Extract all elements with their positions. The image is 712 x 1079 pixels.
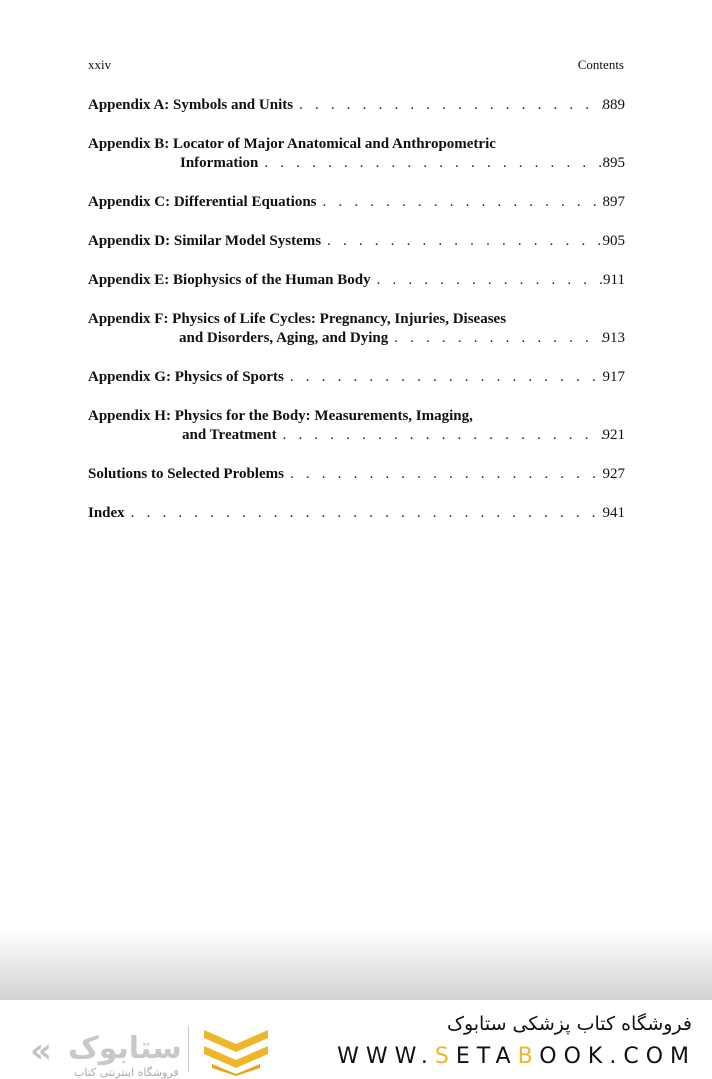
stacked-chevron-icon (202, 1024, 270, 1076)
dot-leader (371, 271, 603, 290)
url-part: ETA (455, 1044, 518, 1069)
toc-entry-page: 913 (602, 330, 625, 346)
dot-leader (284, 368, 603, 387)
dot-leader (321, 232, 602, 251)
url-part: OOK.COM (539, 1044, 696, 1069)
url-accent-letter: S (434, 1044, 456, 1069)
toc-entry-title: Appendix C: Differential Equations (88, 194, 317, 210)
logo-tagline: فروشگاه اینترنتی کتاب (74, 1066, 179, 1079)
toc-entry-appendix-c[interactable] (88, 193, 625, 212)
toc-entry-title: Appendix F: Physics of Life Cycles: Pregnancy, Injuries, Diseases (88, 311, 507, 327)
double-chevron-icon: « (30, 1031, 52, 1071)
toc-entry-title: Appendix D: Similar Model Systems (88, 233, 322, 249)
toc-entry-page: 917 (602, 369, 625, 385)
setabook-logo[interactable] (30, 1014, 280, 1079)
toc-entry-title: Solutions to Selected Problems (88, 466, 284, 482)
toc-entry-page: 895 (602, 155, 625, 171)
url-part: WWW. (337, 1044, 435, 1069)
toc-entry-appendix-e[interactable] (88, 271, 625, 290)
store-url[interactable] (337, 1044, 696, 1069)
toc-entry-appendix-d[interactable] (88, 232, 625, 251)
toc-entry-page: 921 (602, 427, 625, 443)
toc-entry-appendix-a[interactable] (88, 96, 625, 115)
toc-entry-title: Appendix H: Physics for the Body: Measurements, Imaging, (88, 408, 473, 424)
toc-entry-page: 905 (602, 233, 625, 249)
logo-wordmark: ستابوک (68, 1031, 182, 1066)
toc-entry-appendix-b[interactable] (88, 135, 625, 173)
toc-entry-title: Appendix E: Biophysics of the Human Body (88, 272, 371, 288)
url-accent-letter: B (517, 1044, 540, 1069)
dot-leader (125, 504, 603, 523)
toc-entry-page: 927 (602, 466, 625, 482)
dot-leader (388, 329, 602, 348)
toc-entry-appendix-g[interactable] (88, 368, 625, 387)
toc-entry-title: Appendix B: Locator of Major Anatomical and Anthropometric (88, 136, 496, 152)
dot-leader (258, 154, 602, 173)
toc-entry-page: 911 (603, 272, 625, 288)
running-head (88, 57, 624, 73)
page-bottom-shadow (0, 930, 712, 1000)
toc-entry-appendix-f[interactable] (88, 310, 625, 348)
logo-divider (188, 1026, 189, 1072)
toc-entry-title: Appendix A: Symbols and Units (88, 97, 294, 113)
dot-leader (293, 96, 602, 115)
toc-entry-title-continued: and Treatment (182, 427, 277, 443)
toc-entry-page: 941 (602, 505, 625, 521)
toc-entry-appendix-h[interactable] (88, 407, 625, 445)
watermark-footer (0, 1000, 712, 1079)
toc-entry-title-continued: and Disorders, Aging, and Dying (179, 330, 389, 346)
dot-leader (317, 193, 603, 212)
toc-entry-index[interactable] (88, 504, 625, 523)
dot-leader (284, 465, 603, 484)
toc-entry-title-continued: Information (180, 155, 259, 171)
toc-entry-page: 889 (602, 97, 625, 113)
page-number-roman: xxiv (88, 57, 112, 72)
toc-entry-page: 897 (602, 194, 625, 210)
table-of-contents (88, 96, 625, 543)
toc-entry-title: Appendix G: Physics of Sports (88, 369, 284, 385)
store-title: فروشگاه کتاب پزشکی ستابوک (446, 1013, 692, 1035)
section-title: Contents (577, 57, 624, 72)
toc-entry-title: Index (88, 505, 125, 521)
toc-entry-solutions[interactable] (88, 465, 625, 484)
dot-leader (277, 426, 603, 445)
